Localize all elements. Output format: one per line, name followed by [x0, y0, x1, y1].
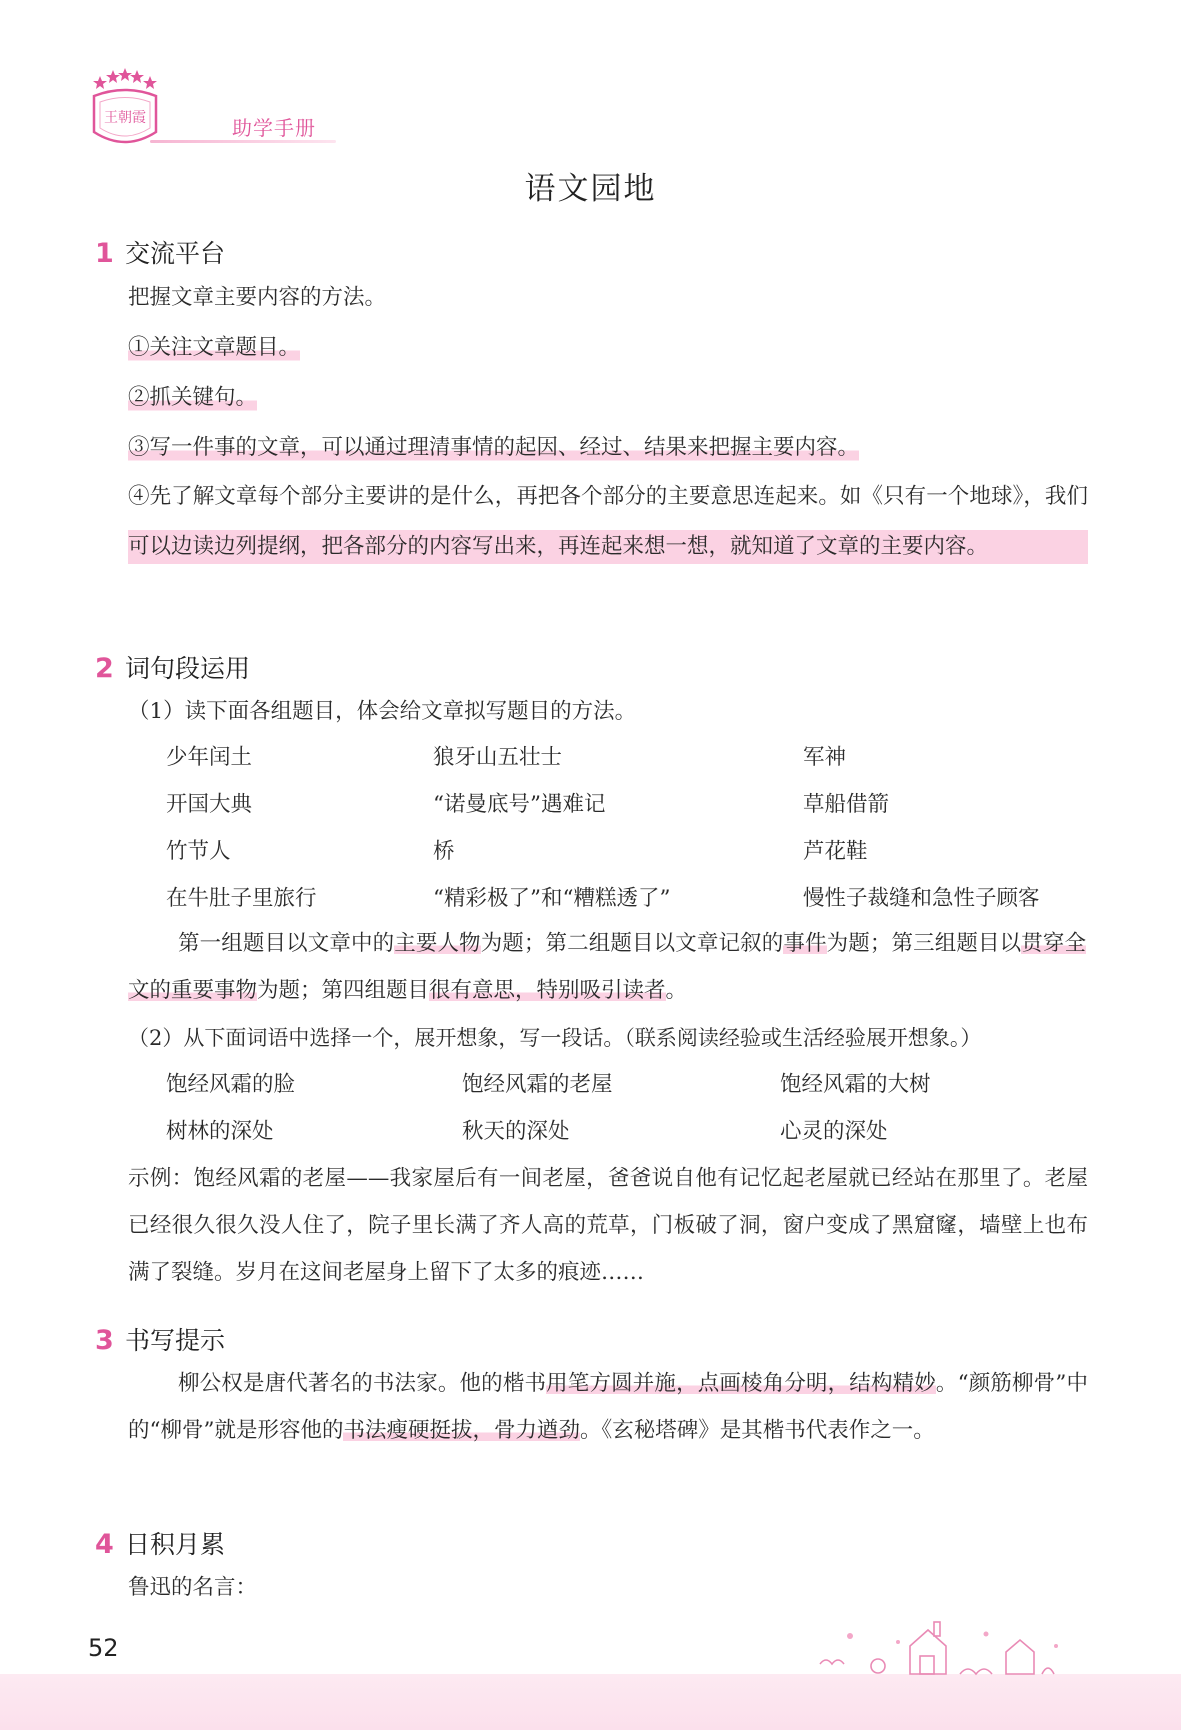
section-1-item-1: ①关注文章题目。 — [128, 333, 300, 363]
title-cell: 军神 — [803, 745, 847, 770]
explain-highlight: 贯穿全文的重要事物 — [128, 931, 1086, 1003]
section-2-title: 词句段运用 — [125, 654, 251, 683]
title-cell: 竹节人 — [166, 839, 231, 864]
section-4-title: 日积月累 — [125, 1530, 226, 1559]
title-cell: 慢性子裁缝和急性子顾客 — [803, 886, 1040, 911]
question-1: （1）读下面各组题目，体会给文章拟写题目的方法。 — [128, 699, 637, 724]
house-decoration-icon — [810, 1616, 1070, 1680]
calligraphy-part: 柳公权是唐代著名的书法家。他的楷书 — [178, 1371, 547, 1396]
explain-text: 第一组题目以文章中的 — [178, 931, 395, 956]
explain-highlight: 很有意思，特别吸引读者 — [429, 978, 666, 1003]
word-cell: 饱经风霜的脸 — [166, 1072, 296, 1097]
title-cell: 草船借箭 — [803, 792, 890, 817]
section-1-item-4: ④先了解文章每个部分主要讲的是什么，再把各个部分的主要意思连起来。如《只有一个地球》，我们可以边读边列提纲，把各部分的内容写出来，再连起来想一想，就知道了文章的主要内容。 — [128, 472, 1088, 572]
brand-label: 助学手册 — [232, 116, 316, 140]
calligraphy-highlight: 书法瘦硬挺拔，骨力遒劲 — [343, 1418, 580, 1443]
word-cell: 秋天的深处 — [462, 1119, 570, 1144]
explain-text: 。 — [665, 978, 688, 1003]
word-cell: 心灵的深处 — [780, 1119, 888, 1144]
title-cell: “精彩极了”和“糟糕透了” — [433, 886, 671, 911]
title-cell: 开国大典 — [166, 792, 253, 817]
title-cell: “诺曼底号”遇难记 — [433, 792, 606, 817]
section-3-title: 书写提示 — [125, 1326, 226, 1355]
title-cell: 芦花鞋 — [803, 839, 868, 864]
calligraphy-part: 。《玄秘塔碑》是其楷书代表作之一。 — [580, 1418, 935, 1443]
section-2-number: 2 — [95, 653, 114, 684]
word-cell: 饱经风霜的老屋 — [462, 1072, 613, 1097]
explain-highlight: 事件 — [783, 931, 827, 956]
section-4-intro: 鲁迅的名言： — [128, 1575, 258, 1600]
footer-band — [0, 1674, 1181, 1730]
section-3-heading — [95, 1321, 225, 1357]
title-cell: 桥 — [433, 839, 455, 864]
writing-example: 示例：饱经风霜的老屋——我家屋后有一间老屋，爸爸说自他有记忆起老屋就已经站在那里了。老屋已经很久很久没人住了，院子里长满了齐人高的荒草，门板破了洞，窗户变成了黑窟窿，墙壁上也布满了裂缝。岁月在这间老屋身上留下了太多的痕迹…… — [128, 1166, 1088, 1285]
logo-text: 王朝霞 — [104, 110, 146, 126]
page-title: 语文园地 — [524, 171, 657, 207]
page-number: 52 — [88, 1634, 119, 1662]
titles-explanation — [128, 920, 1086, 1014]
section-1-number: 1 — [95, 238, 114, 269]
section-4-heading — [95, 1525, 225, 1561]
section-1-item-2: ②抓关键句。 — [128, 383, 257, 413]
title-cell: 少年闰土 — [166, 745, 253, 770]
explain-highlight: 主要人物 — [394, 931, 481, 956]
section-2-heading — [95, 649, 250, 685]
section-4-number: 4 — [95, 1529, 114, 1560]
section-3-number: 3 — [95, 1325, 114, 1356]
section-1-heading — [95, 234, 225, 270]
section-1-item-3: ③写一件事的文章，可以通过理清事情的起因、经过、结果来把握主要内容。 — [128, 433, 859, 463]
word-cell: 树林的深处 — [166, 1119, 274, 1144]
title-cell: 在牛肚子里旅行 — [166, 886, 317, 911]
title-cell: 狼牙山五壮士 — [433, 745, 563, 770]
explain-text: 为题；第四组题目 — [257, 978, 430, 1003]
explain-text: 为题；第二组题目以文章记叙的 — [480, 931, 784, 956]
brand-underline — [150, 140, 336, 143]
section-1-intro: 把握文章主要内容的方法。 — [128, 285, 387, 310]
section-1-title: 交流平台 — [125, 239, 226, 268]
calligraphy-text — [128, 1360, 1088, 1454]
explain-text: 为题；第三组题目以 — [826, 931, 1022, 956]
question-2: （2）从下面词语中选择一个，展开想象，写一段话。（联系阅读经验或生活经验展开想象。） — [128, 1026, 982, 1050]
calligraphy-highlight: 用笔方圆并施，点画棱角分明，结构精妙 — [546, 1371, 936, 1396]
calligraphy-part: 。“颜筋柳骨”中的“柳骨”就是形容他的 — [128, 1371, 1088, 1443]
word-cell: 饱经风霜的大树 — [780, 1072, 931, 1097]
